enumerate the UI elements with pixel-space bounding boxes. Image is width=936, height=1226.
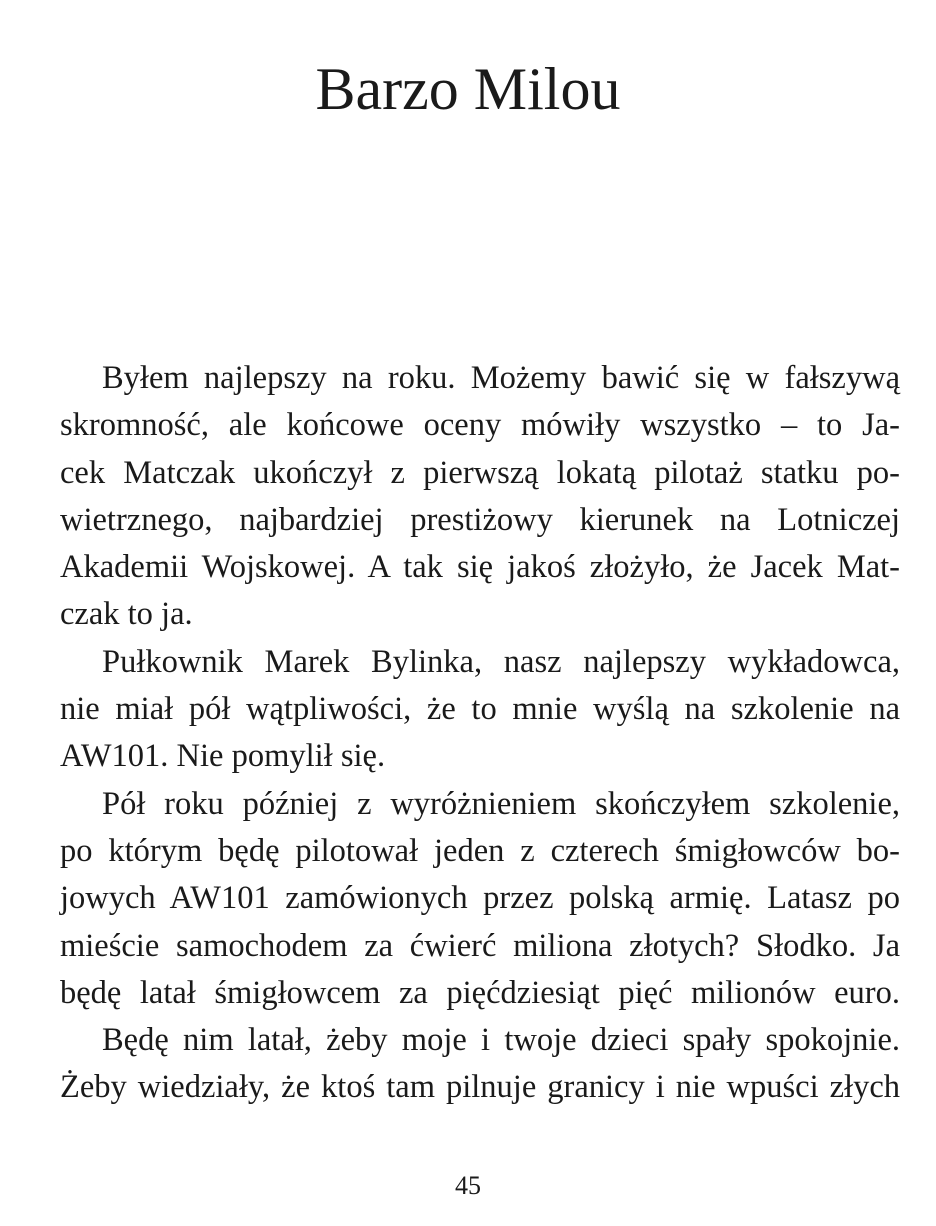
text-line: Będę nim latał, żeby moje i twoje dzieci spały spokojnie. — [102, 1022, 900, 1059]
page-number: 45 — [455, 1171, 481, 1200]
chapter-title: Barzo Milou — [315, 56, 621, 122]
text-line: Akademii Wojskowej. A tak się jakoś złożyło, że Jacek Mat- — [60, 549, 900, 586]
text-line: czak to ja. — [60, 596, 193, 633]
text-line: Pułkownik Marek Bylinka, nasz najlepszy wykładowca, — [102, 643, 900, 680]
text-line: Pół roku później z wyróżnieniem skończyłem szkolenie, — [102, 785, 900, 822]
text-line: Żeby wiedziały, że ktoś tam pilnuje granicy i nie wpuści złych — [60, 1069, 900, 1106]
text-line: skromność, ale końcowe oceny mówiły wszystko – to Ja- — [60, 407, 900, 444]
text-line: cek Matczak ukończył z pierwszą lokatą pilotaż statku po- — [60, 454, 900, 491]
text-line: będę latał śmigłowcem za pięćdziesiąt pięć milionów euro. — [60, 974, 900, 1011]
text-line: jowych AW101 zamówionych przez polską armię. Latasz po — [60, 880, 900, 917]
text-line: wietrznego, najbardziej prestiżowy kierunek na Lotniczej — [60, 501, 900, 538]
text-line: Byłem najlepszy na roku. Możemy bawić się w fałszywą — [102, 360, 900, 396]
text-line: nie miał pół wątpliwości, że to mnie wyślą na szkolenie na — [60, 691, 900, 728]
body-text — [60, 355, 900, 1112]
text-line: AW101. Nie pomylił się. — [60, 738, 386, 775]
text-line: mieście samochodem za ćwierć miliona złotych? Słodko. Ja — [60, 927, 900, 964]
text-line: po którym będę pilotował jeden z czterech śmigłowców bo- — [60, 832, 900, 869]
